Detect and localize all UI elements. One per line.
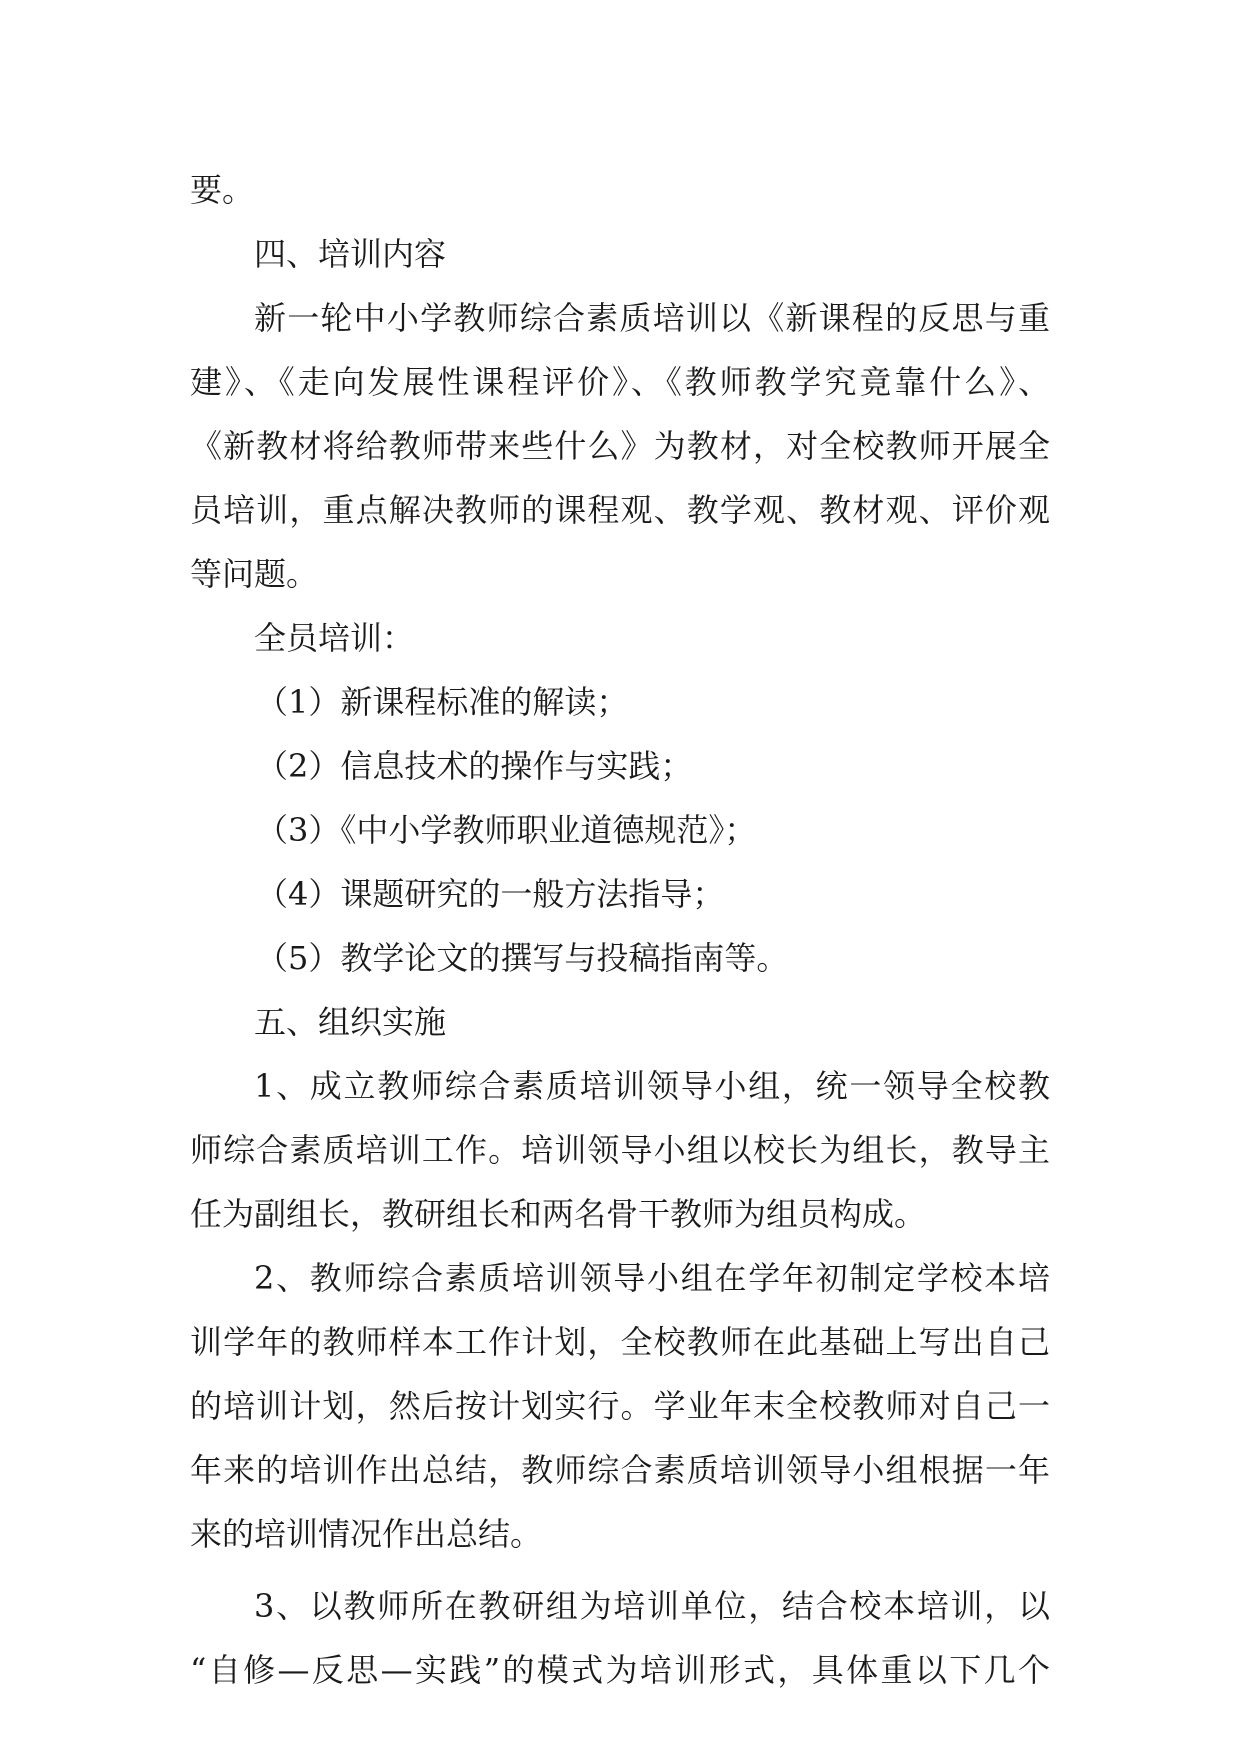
list-item: （5）教学论文的撰写与投稿指南等。 <box>256 939 789 977</box>
paragraph-line: 建》、《走向发展性课程评价》、《教师教学究竟靠什么》、 <box>190 363 1050 401</box>
list-item: （1）新课程标准的解读； <box>256 683 629 721</box>
paragraph-line: 《新教材将给教师带来些什么》为教材，对全校教师开展全 <box>190 427 1050 465</box>
paragraph-line: 员培训，重点解决教师的课程观、教学观、教材观、评价观 <box>190 491 1050 529</box>
list-item: （2）信息技术的操作与实践； <box>256 747 693 785</box>
paragraph-line: 等问题。 <box>190 555 319 593</box>
paragraph-line: 3、以教师所在教研组为培训单位，结合校本培训，以 <box>254 1587 1050 1625</box>
document-body <box>190 158 1050 1702</box>
paragraph-line: 1、成立教师综合素质培训领导小组，统一领导全校教 <box>254 1067 1050 1105</box>
section-heading: 五、组织实施 <box>254 1003 447 1041</box>
paragraph-line: 要。 <box>190 171 255 209</box>
paragraph-gap <box>190 1566 1050 1574</box>
paragraph-line: 师综合素质培训工作。培训领导小组以校长为组长，教导主 <box>190 1131 1050 1169</box>
paragraph-line: 训学年的教师样本工作计划，全校教师在此基础上写出自己 <box>190 1323 1050 1361</box>
subheading: 全员培训： <box>254 619 415 657</box>
list-item: （4）课题研究的一般方法指导； <box>256 875 725 913</box>
paragraph-line: 年来的培训作出总结，教师综合素质培训领导小组根据一年 <box>190 1451 1050 1489</box>
paragraph-line: 2、教师综合素质培训领导小组在学年初制定学校本培 <box>254 1259 1050 1297</box>
paragraph-line: 的培训计划，然后按计划实行。学业年末全校教师对自己一 <box>190 1387 1050 1425</box>
paragraph-line: 任为副组长，教研组长和两名骨干教师为组员构成。 <box>190 1195 927 1233</box>
paragraph-line: “自修—反思—实践”的模式为培训形式，具体重以下几个 <box>190 1651 1050 1689</box>
list-item: （3）《中小学教师职业道德规范》； <box>256 811 757 849</box>
paragraph-line: 新一轮中小学教师综合素质培训以《新课程的反思与重 <box>254 299 1050 337</box>
paragraph-line: 来的培训情况作出总结。 <box>190 1515 543 1553</box>
section-heading: 四、培训内容 <box>254 235 447 273</box>
